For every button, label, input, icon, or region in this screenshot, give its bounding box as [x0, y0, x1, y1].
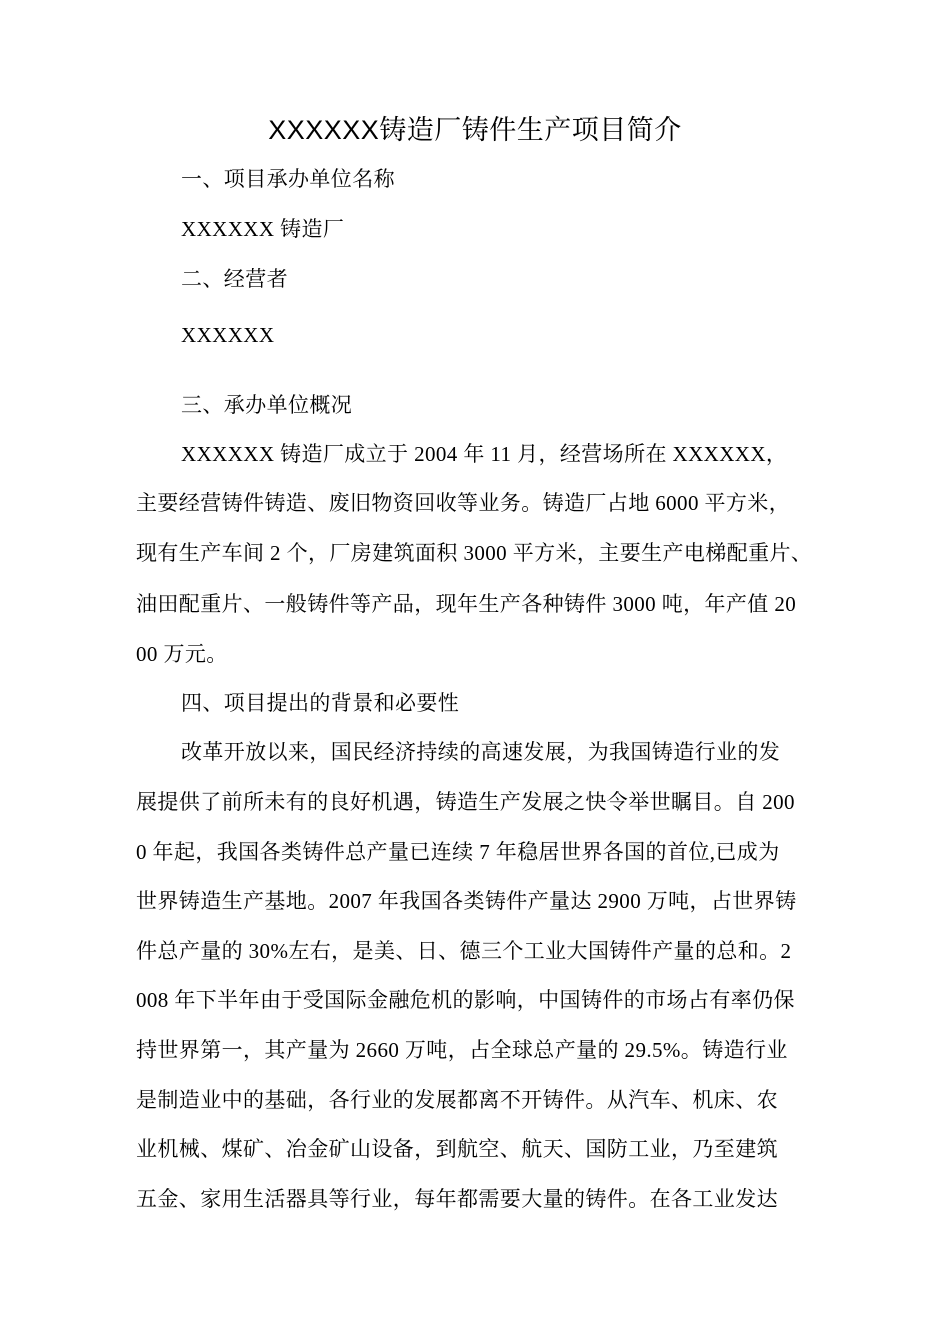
section-heading-4: 四、项目提出的背景和必要性	[181, 691, 460, 715]
title-latin-part: XXXXXX	[268, 115, 380, 145]
paragraph-line: 是制造业中的基础，各行业的发展都离不开铸件。从汽车、机床、农	[136, 1088, 778, 1112]
paragraph-line: 油田配重片、一般铸件等产品，现年生产各种铸件 3000 吨，年产值 20	[136, 592, 797, 616]
section-heading-2: 二、经营者	[181, 267, 288, 291]
paragraph-line: 0 年起，我国各类铸件总产量已连续 7 年稳居世界各国的首位,已成为	[136, 840, 780, 864]
paragraph-line: XXXXXX 铸造厂成立于 2004 年 11 月，经营场所在 XXXXXX，	[181, 442, 788, 466]
paragraph-line: 持世界第一，其产量为 2660 万吨，占全球总产量的 29.5%。铸造行业	[136, 1038, 788, 1062]
paragraph-line: 件总产量的 30%左右，是美、日、德三个工业大国铸件产量的总和。2	[136, 939, 792, 963]
paragraph-line: 改革开放以来，国民经济持续的高速发展，为我国铸造行业的发	[181, 740, 781, 764]
section-heading-1: 一、项目承办单位名称	[181, 167, 395, 191]
paragraph-line: 世界铸造生产基地。2007 年我国各类铸件产量达 2900 万吨，占世界铸	[136, 889, 797, 913]
title-cjk-part: 铸造厂铸件生产项目简介	[379, 115, 682, 145]
paragraph-line: 业机械、煤矿、冶金矿山设备，到航空、航天、国防工业，乃至建筑	[136, 1137, 778, 1161]
section-heading-3: 三、承办单位概况	[181, 393, 353, 417]
document-title	[0, 110, 950, 150]
paragraph-line: 展提供了前所未有的良好机遇，铸造生产发展之快令举世瞩目。自 200	[136, 790, 795, 814]
paragraph-line: 现有生产车间 2 个，厂房建筑面积 3000 平方米，主要生产电梯配重片、	[136, 541, 813, 565]
paragraph-line: 五金、家用生活器具等行业，每年都需要大量的铸件。在各工业发达	[136, 1187, 778, 1211]
operator-name: XXXXXX	[181, 323, 275, 347]
paragraph-line: 主要经营铸件铸造、废旧物资回收等业务。铸造厂占地 6000 平方米，	[136, 491, 791, 515]
unit-name: XXXXXX 铸造厂	[181, 217, 345, 241]
paragraph-line: 00 万元。	[136, 642, 228, 666]
paragraph-line: 008 年下半年由于受国际金融危机的影响，中国铸件的市场占有率仍保	[136, 988, 795, 1012]
